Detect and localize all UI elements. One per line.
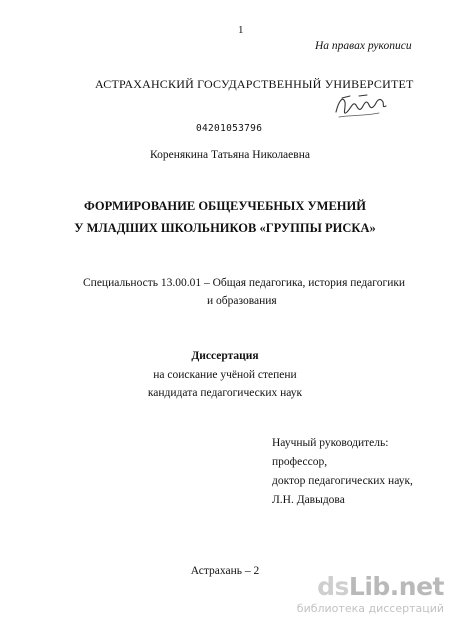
supervisor-degree: доктор педагогических наук, <box>272 475 413 487</box>
specialty-line-2: и образования <box>207 295 277 307</box>
degree-line-1: на соискание учёной степени <box>153 369 297 381</box>
degree-line-2: кандидата педагогических наук <box>147 387 303 399</box>
watermark <box>272 572 444 616</box>
title-line-1: ФОРМИРОВАНИЕ ОБЩЕУЧЕБНЫХ УМЕНИЙ <box>84 199 366 213</box>
dissertation-type: Диссертация <box>191 350 259 362</box>
supervisor-title: профессор, <box>272 456 328 468</box>
watermark-logo-rest: Lib.net <box>348 572 444 601</box>
handwritten-signature-icon <box>333 92 389 122</box>
supervisor-name: Л.Н. Давыдова <box>272 494 345 506</box>
city-year: Астрахань – 2 <box>190 565 260 577</box>
inventory-number: 04201053796 <box>196 123 263 134</box>
supervisor-label: Научный руководитель: <box>272 437 389 449</box>
university-name: АСТРАХАНСКИЙ ГОСУДАРСТВЕННЫЙ УНИВЕРСИТЕТ <box>95 77 414 91</box>
watermark-subtitle: библиотека диссертаций <box>296 602 444 615</box>
specialty-line-1: Специальность 13.00.01 – Общая педагогика, история педагогики <box>83 277 406 289</box>
watermark-logo <box>272 572 444 601</box>
title-line-2: У МЛАДШИХ ШКОЛЬНИКОВ «ГРУППЫ РИСКА» <box>74 221 376 235</box>
rights-notice: На правах рукописи <box>315 40 412 52</box>
author-name: Коренякина Татьяна Николаевна <box>150 149 310 161</box>
watermark-logo-prefix: ds <box>317 572 349 601</box>
page-number: 1 <box>238 24 244 36</box>
